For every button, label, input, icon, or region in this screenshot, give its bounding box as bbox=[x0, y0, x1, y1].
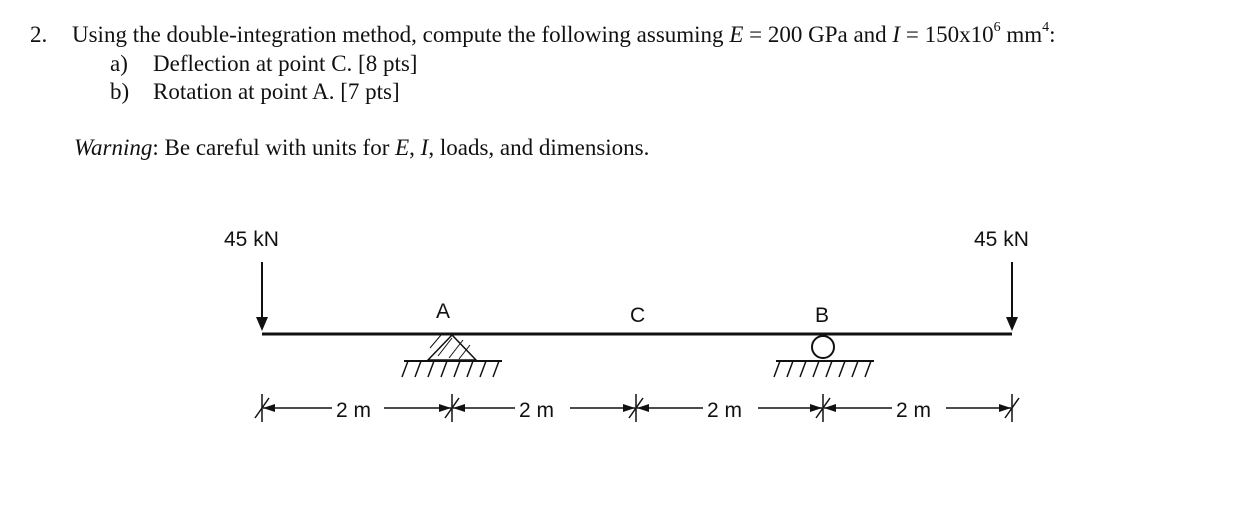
problem-number: 2. bbox=[30, 22, 48, 47]
roller-support-b bbox=[774, 336, 874, 377]
span-3-label: 2 m bbox=[707, 399, 743, 422]
span-2-label: 2 m bbox=[519, 399, 555, 422]
part-b-text: Rotation at point A. [7 pts] bbox=[153, 79, 400, 104]
load-left-arrow bbox=[256, 262, 268, 331]
part-a-text: Deflection at point C. [8 pts] bbox=[153, 51, 418, 76]
part-a-label: a) bbox=[110, 51, 128, 76]
load-right-label: 45 kN bbox=[974, 228, 1029, 251]
warning-i: I bbox=[420, 135, 429, 160]
span-1-label: 2 m bbox=[336, 399, 372, 422]
span-4-label: 2 m bbox=[896, 399, 932, 422]
inertia-unit: mm bbox=[1000, 22, 1043, 47]
unit-exponent: 4 bbox=[1042, 20, 1050, 36]
warning-text-b: , loads, and dimensions. bbox=[428, 135, 650, 160]
point-c-label: C bbox=[630, 304, 646, 327]
point-a-label: A bbox=[436, 300, 451, 323]
point-b-label: B bbox=[815, 304, 830, 327]
pin-support-a bbox=[402, 335, 502, 377]
inertia-value: = 150x10 bbox=[900, 22, 994, 47]
warning-text-a: : Be careful with units for bbox=[152, 135, 396, 160]
modulus-symbol: E bbox=[729, 22, 744, 47]
modulus-value: = 200 GPa and bbox=[743, 22, 893, 47]
warning-word: Warning bbox=[74, 135, 153, 160]
load-left-label: 45 kN bbox=[224, 228, 279, 251]
part-b-label: b) bbox=[110, 79, 130, 104]
problem-text: Using the double-integration method, compute the following assuming bbox=[72, 22, 730, 47]
inertia-symbol: I bbox=[892, 22, 901, 47]
warning-e: E bbox=[395, 135, 410, 160]
inertia-exponent: 6 bbox=[993, 20, 1001, 36]
warning-comma: , bbox=[409, 135, 421, 160]
load-right-arrow bbox=[1006, 262, 1018, 331]
problem-colon: : bbox=[1049, 22, 1056, 47]
